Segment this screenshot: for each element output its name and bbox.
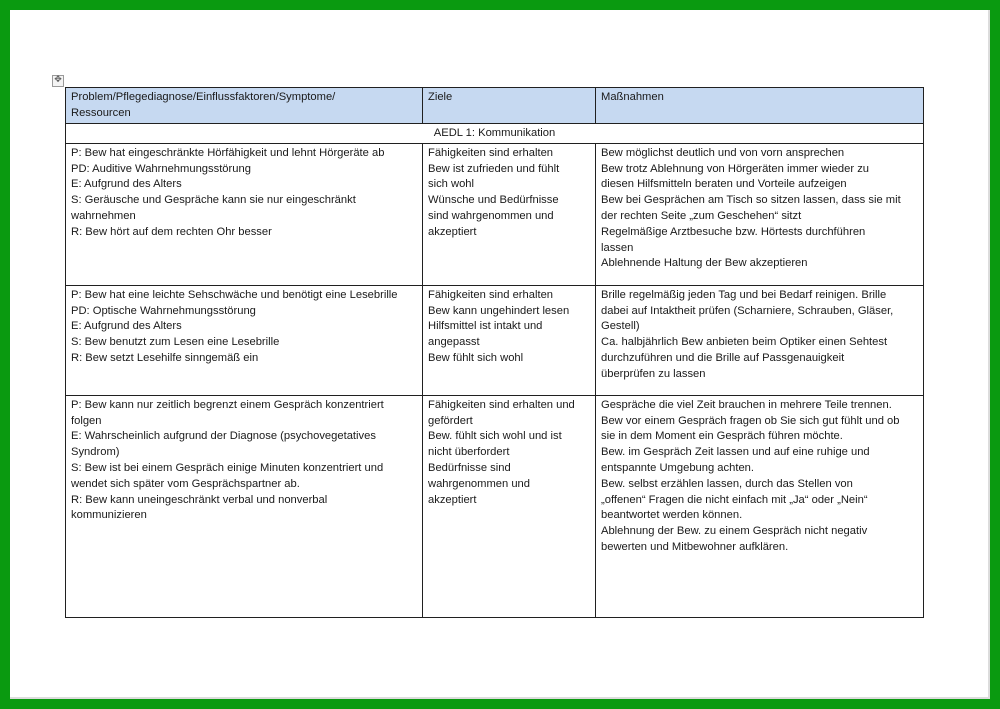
header-massnahmen: Maßnahmen (596, 88, 924, 124)
text-line: Wünsche und Bedürfnisse (428, 194, 559, 207)
row1-problem (66, 143, 423, 285)
text-line: Regelmäßige Arztbesuche bzw. Hörtests durchführen (601, 225, 866, 238)
row3-massnahmen (596, 395, 924, 617)
text-line: kommunizieren (71, 509, 147, 522)
header-problem-line-1: Problem/Pflegediagnose/Einflussfaktoren/Symptome/ (71, 91, 336, 103)
text-line: sich wohl (428, 178, 475, 191)
text-line: dabei auf Intaktheit prüfen (Scharniere, Schrauben, Gläser, (601, 304, 894, 317)
text-line: Bew vor einem Gespräch fragen ob Sie sich gut fühlt und ob (601, 414, 900, 427)
text-line: Fähigkeiten sind erhalten (428, 288, 554, 301)
text-line: Ablehnung der Bew. zu einem Gespräch nicht negativ (601, 525, 868, 538)
section-row (66, 124, 924, 144)
header-problem-line-2: Ressourcen (71, 106, 131, 119)
text-line: R: Bew setzt Lesehilfe sinngemäß ein (71, 351, 259, 364)
row1-ziele (423, 143, 596, 285)
text-line: Brille regelmäßig jeden Tag und bei Bedarf reinigen. Brille (601, 288, 887, 301)
text-line: akzeptiert (428, 493, 477, 506)
text-line: Bew möglichst deutlich und von vorn ansprechen (601, 146, 845, 159)
text-line: sind wahrgenommen und (428, 209, 554, 222)
table-header-row (66, 88, 924, 124)
text-line: Bew trotz Ablehnung von Hörgeräten immer wieder zu (601, 162, 870, 175)
text-line: Fähigkeiten sind erhalten und (428, 398, 575, 411)
text-line: durchzuführen und die Brille auf Passgenauigkeit (601, 351, 845, 364)
text-line: E: Aufgrund des Alters (71, 320, 182, 333)
header-problem (66, 88, 423, 124)
text-line: S: Geräusche und Gespräche kann sie nur eingeschränkt (71, 194, 356, 207)
text-line: gefördert (428, 414, 473, 427)
text-line: der rechten Seite „zum Geschehen“ sitzt (601, 209, 802, 222)
table-move-handle-icon[interactable]: ✥ (52, 75, 64, 87)
text-line: Ca. halbjährlich Bew anbieten beim Optiker einen Sehtest (601, 336, 888, 349)
text-line: P: Bew hat eine leichte Sehschwäche und benötigt eine Lesebrille (71, 288, 398, 301)
row2-problem (66, 285, 423, 395)
text-line: nicht überfordert (428, 446, 510, 459)
text-line: „offenen“ Fragen die nicht einfach mit „Ja“ oder „Nein“ (601, 493, 868, 506)
text-line: diesen Hilfsmitteln beraten und Vorteile aufzeigen (601, 178, 847, 191)
text-line: wahrgenommen und (428, 477, 530, 490)
text-line: bewerten und Mitbewohner aufklären. (601, 540, 789, 553)
text-line: PD: Auditive Wahrnehmungsstörung (71, 162, 251, 175)
text-line: E: Wahrscheinlich aufgrund der Diagnose (psychovegetatives (71, 430, 376, 443)
text-line: wendet sich später vom Gesprächspartner ab. (71, 477, 300, 490)
text-line: S: Bew ist bei einem Gespräch einige Minuten konzentriert und (71, 461, 384, 474)
care-plan-table (65, 87, 924, 618)
table-row (66, 143, 924, 285)
text-line: entspannte Umgebung achten. (601, 461, 755, 474)
row3-problem (66, 395, 423, 617)
table-row (66, 395, 924, 617)
text-line: folgen (71, 414, 102, 427)
text-line: Bew kann ungehindert lesen (428, 304, 570, 317)
row2-massnahmen (596, 285, 924, 395)
table-row (66, 285, 924, 395)
text-line: R: Bew hört auf dem rechten Ohr besser (71, 225, 272, 238)
text-line: Bew. selbst erzählen lassen, durch das Stellen von (601, 477, 853, 490)
row1-massnahmen (596, 143, 924, 285)
text-line: Gespräche die viel Zeit brauchen in mehrere Teile trennen. (601, 398, 892, 411)
text-line: überprüfen zu lassen (601, 367, 706, 380)
text-line: angepasst (428, 336, 480, 349)
text-line: Syndrom) (71, 446, 120, 459)
text-line: Bew ist zufrieden und fühlt (428, 162, 560, 175)
text-line: E: Aufgrund des Alters (71, 178, 182, 191)
text-line: Bedürfnisse sind (428, 461, 511, 474)
text-line: PD: Optische Wahrnehmungsstörung (71, 304, 256, 317)
text-line: P: Bew hat eingeschränkte Hörfähigkeit und lehnt Hörgeräte ab (71, 146, 385, 159)
text-line: Bew. im Gespräch Zeit lassen und auf eine ruhige und (601, 446, 870, 459)
text-line: Hilfsmittel ist intakt und (428, 320, 543, 333)
text-line: wahrnehmen (71, 209, 136, 222)
text-line: Gestell) (601, 320, 640, 333)
text-line: Fähigkeiten sind erhalten (428, 146, 554, 159)
text-line: akzeptiert (428, 225, 477, 238)
text-line: Bew. fühlt sich wohl und ist (428, 430, 562, 443)
header-ziele: Ziele (423, 88, 596, 124)
text-line: Bew fühlt sich wohl (428, 351, 524, 364)
text-line: R: Bew kann uneingeschränkt verbal und nonverbal (71, 493, 328, 506)
text-line: lassen (601, 241, 634, 254)
text-line: Bew bei Gesprächen am Tisch so sitzen lassen, dass sie mit (601, 194, 901, 207)
row3-ziele (423, 395, 596, 617)
text-line: sie in dem Moment ein Gespräch führen möchte. (601, 430, 843, 443)
section-title: AEDL 1: Kommunikation (66, 124, 924, 144)
row2-ziele (423, 285, 596, 395)
text-line: Ablehnende Haltung der Bew akzeptieren (601, 257, 808, 270)
text-line: P: Bew kann nur zeitlich begrenzt einem Gespräch konzentriert (71, 398, 384, 411)
text-line: beantwortet werden können. (601, 509, 743, 522)
text-line: S: Bew benutzt zum Lesen eine Lesebrille (71, 336, 280, 349)
